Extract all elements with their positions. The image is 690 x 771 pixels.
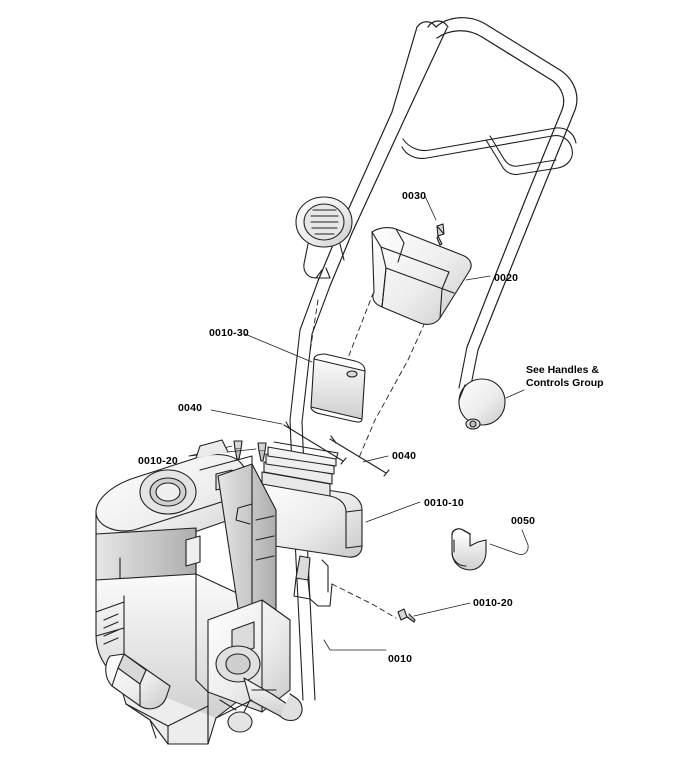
leader-0020 (466, 276, 490, 280)
callout-0010[interactable]: 0010 (388, 653, 413, 665)
handle-pivot-bracket (459, 379, 505, 429)
handles-controls-note (526, 364, 604, 390)
leader-0010-30 (245, 334, 312, 362)
part-0010-30-shroud (311, 354, 365, 422)
leader-0040-right (363, 456, 388, 462)
note-line-2: Controls Group (526, 377, 604, 389)
part-0020-cover (372, 228, 471, 325)
callout-0040-left[interactable]: 0040 (178, 402, 203, 414)
leader-0010 (324, 640, 386, 650)
part-0010-20-screw-b (258, 443, 266, 461)
callout-0040-right[interactable]: 0040 (392, 450, 417, 462)
callout-0010-20-left[interactable]: 0010-20 (138, 455, 178, 467)
leader-note (506, 390, 524, 398)
leader-0040-left (211, 410, 282, 424)
part-0010-20-screw-a (234, 441, 242, 459)
leader-0050 (490, 530, 528, 555)
note-line-1: See Handles & (526, 364, 599, 376)
callout-0020[interactable]: 0020 (494, 272, 519, 284)
callout-0050[interactable]: 0050 (511, 515, 536, 527)
leader-0010-10 (366, 502, 420, 522)
callout-0010-10[interactable]: 0010-10 (424, 497, 464, 509)
leader-0030 (425, 196, 436, 220)
callout-0010-20-right[interactable]: 0010-20 (473, 597, 513, 609)
leader-0010-20-right (414, 603, 470, 616)
callout-0030[interactable]: 0030 (402, 190, 427, 202)
callout-0010-30[interactable]: 0010-30 (209, 327, 249, 339)
part-0010-20-screw-c (398, 609, 415, 622)
part-0030-screw (437, 224, 444, 245)
handle-crossbar (402, 128, 576, 175)
part-0050-clip (452, 529, 486, 570)
